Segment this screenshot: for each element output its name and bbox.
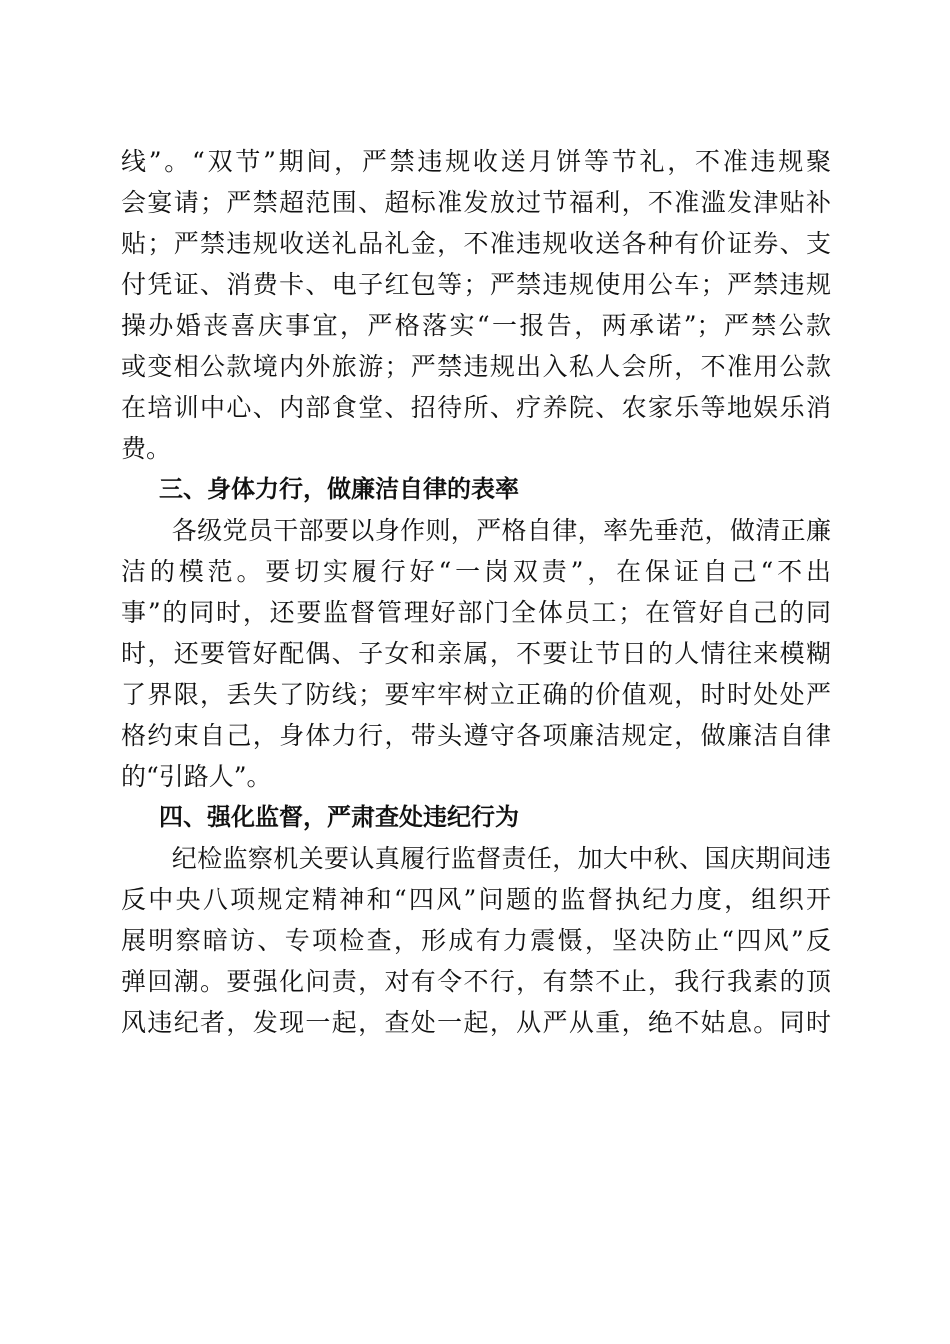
text-line: 反中央八项规定精神和“四风”问题的监督执纪力度，组织开 <box>121 885 831 914</box>
text-line: 费。 <box>121 434 172 463</box>
text-line: 线”。“双节”期间，严禁违规收送月饼等节礼，不准违规聚 <box>121 147 831 176</box>
text-line: 贴；严禁违规收送礼品礼金，不准违规收送各种有价证券、支 <box>121 229 831 258</box>
text-line: 时，还要管好配偶、子女和亲属，不要让节日的人情往来模糊 <box>121 639 831 668</box>
paragraph-2 <box>121 510 831 797</box>
text-line: 付凭证、消费卡、电子红包等；严禁违规使用公车；严禁违规 <box>121 270 831 299</box>
text-line: 会宴请；严禁超范围、超标准发放过节福利，不准滥发津贴补 <box>121 188 831 217</box>
section-heading-3: 三、身体力行，做廉洁自律的表率 <box>159 475 519 503</box>
text-line: 洁的模范。要切实履行好“一岗双责”，在保证自己“不出 <box>121 557 831 586</box>
paragraph-3 <box>121 838 831 1043</box>
text-line: 了界限，丢失了防线；要牢牢树立正确的价值观，时时处处严 <box>121 680 831 709</box>
text-line: 展明察暗访、专项检查，形成有力震慑，坚决防止“四风”反 <box>121 926 831 955</box>
text-line: 弹回潮。要强化问责，对有令不行，有禁不止，我行我素的顶 <box>121 967 831 996</box>
document-body <box>121 141 831 1043</box>
paragraph-1 <box>121 141 831 469</box>
text-line: 的“引路人”。 <box>121 762 272 791</box>
text-line: 或变相公款境内外旅游；严禁违规出入私人会所，不准用公款 <box>121 352 831 381</box>
text-line: 格约束自己，身体力行，带头遵守各项廉洁规定，做廉洁自律 <box>121 721 831 750</box>
text-line: 风违纪者，发现一起，查处一起，从严从重，绝不姑息。同时 <box>121 1008 831 1037</box>
text-line: 操办婚丧喜庆事宜，严格落实“一报告，两承诺”；严禁公款 <box>121 311 831 340</box>
text-line: 各级党员干部要以身作则，严格自律，率先垂范，做清正廉 <box>121 516 831 545</box>
text-line: 事”的同时，还要监督管理好部门全体员工；在管好自己的同 <box>121 598 831 627</box>
text-line: 在培训中心、内部食堂、招待所、疗养院、农家乐等地娱乐消 <box>121 393 831 422</box>
section-heading-4: 四、强化监督，严肃查处违纪行为 <box>159 803 519 831</box>
text-line: 纪检监察机关要认真履行监督责任，加大中秋、国庆期间违 <box>121 844 831 873</box>
